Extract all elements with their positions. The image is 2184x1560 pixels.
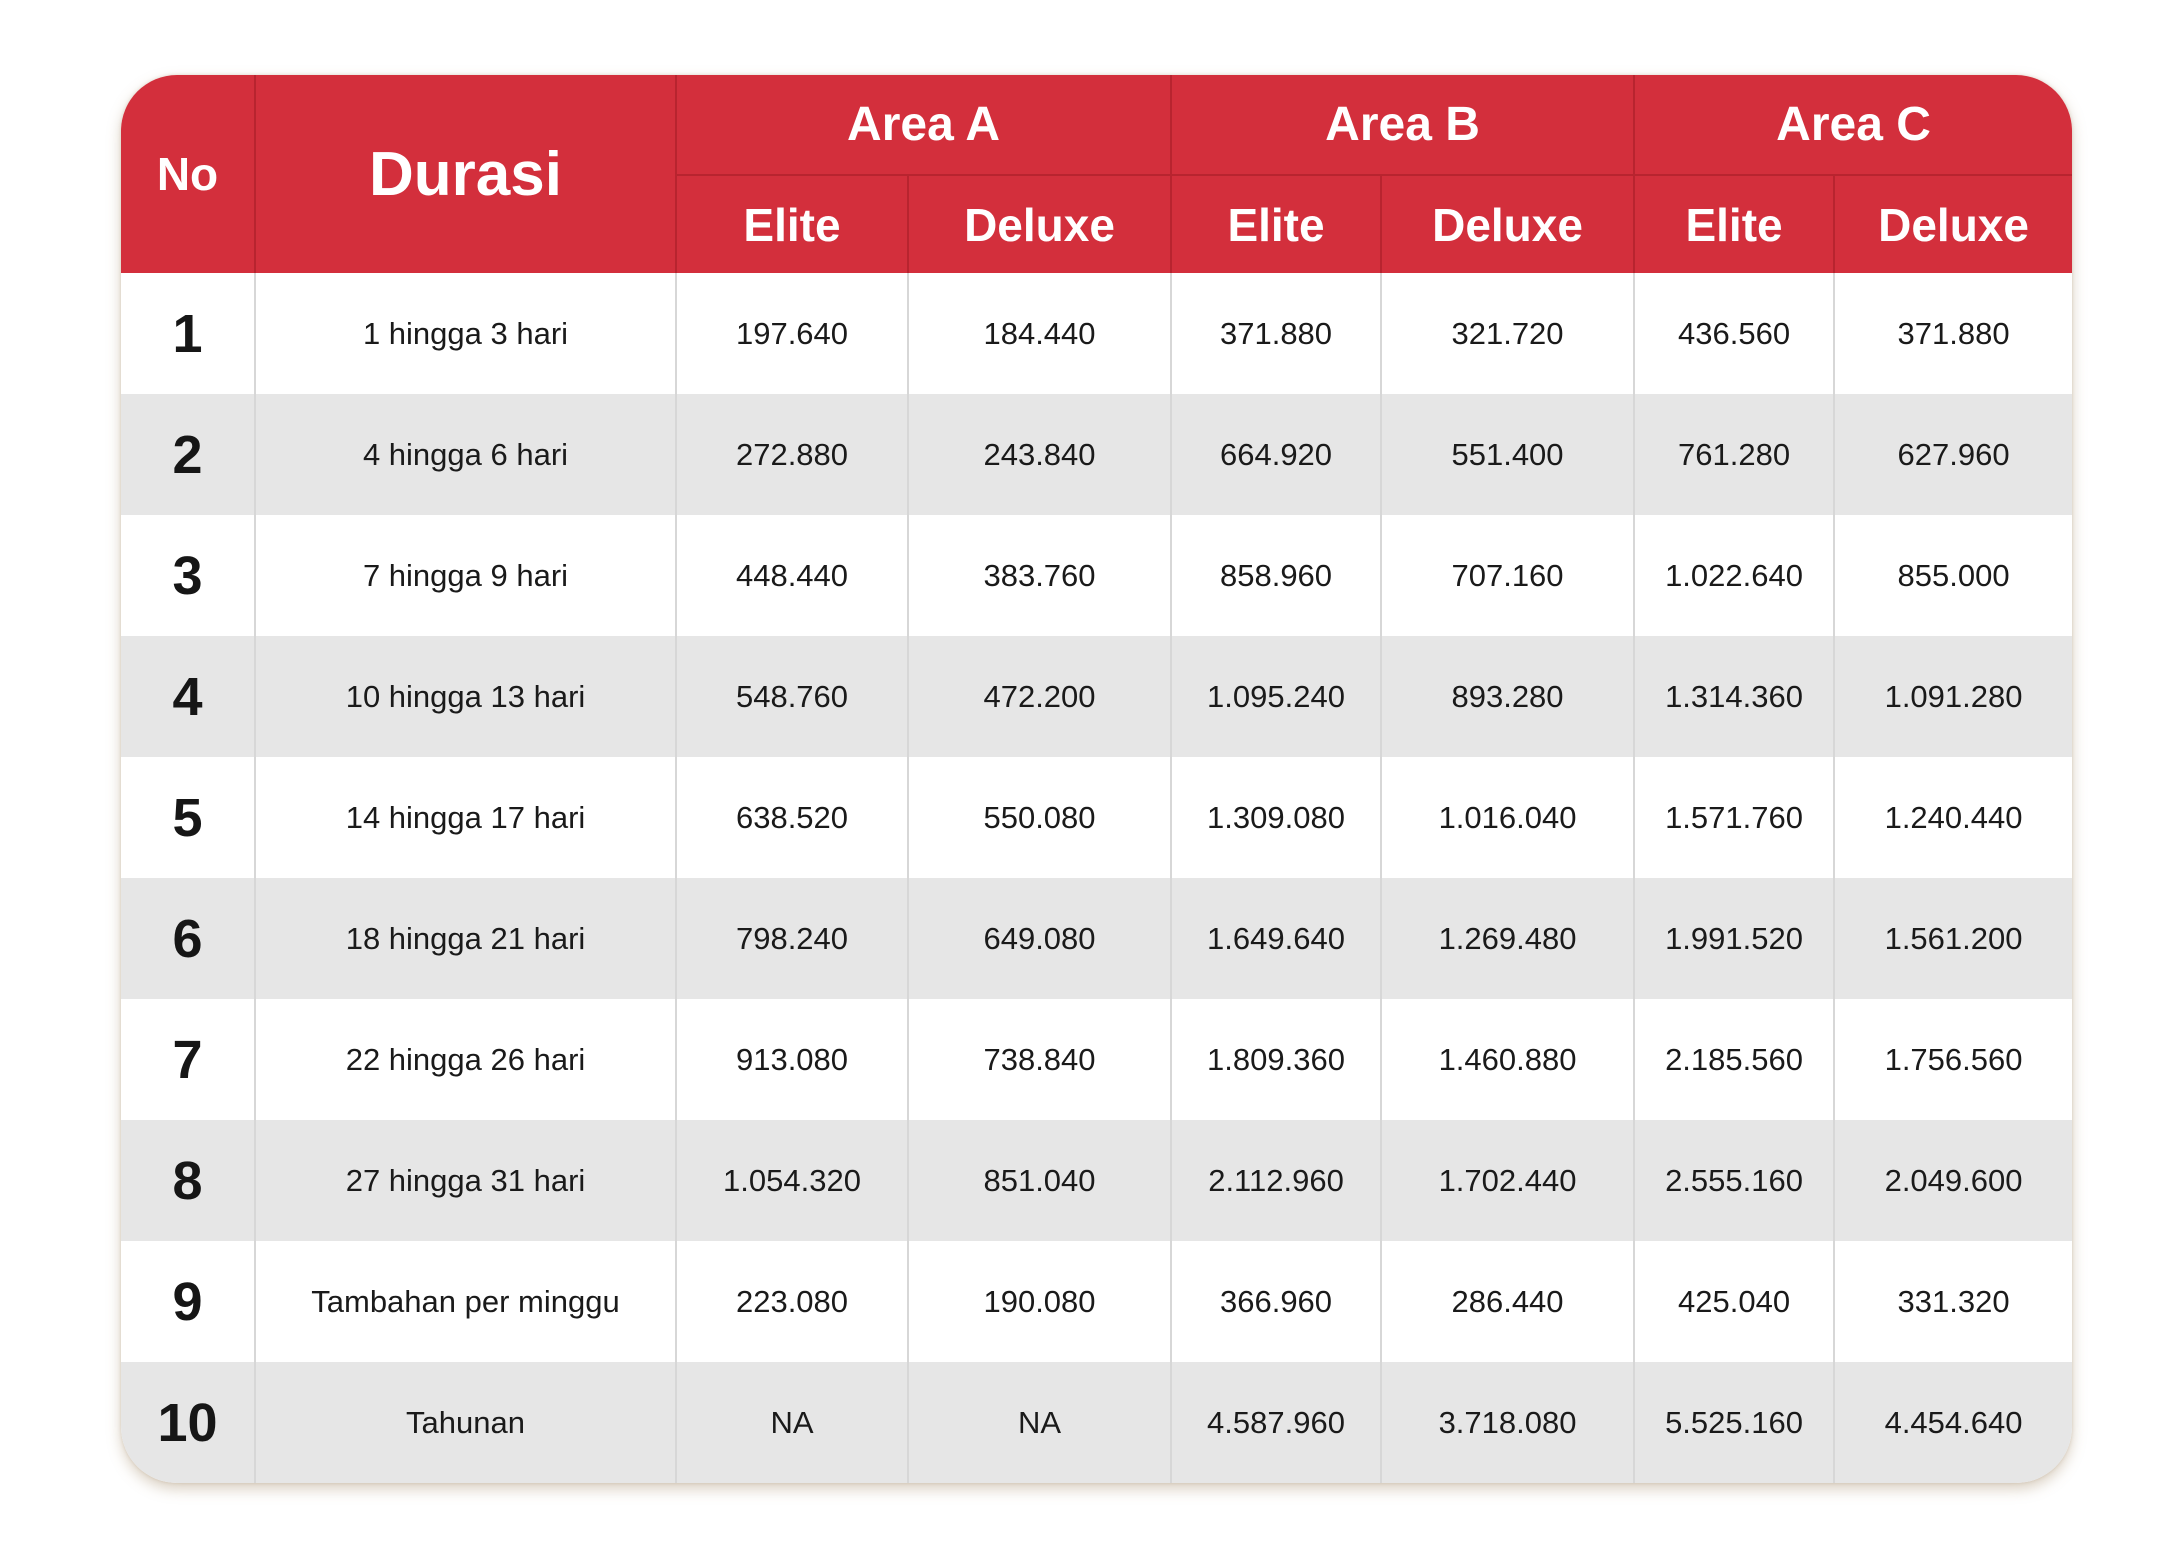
area-a-elite-price: 223.080 — [676, 1241, 908, 1362]
area-c-deluxe-price: 1.091.280 — [1834, 636, 2072, 757]
area-c-elite-price: 2.555.160 — [1634, 1120, 1834, 1241]
area-b-deluxe-price: 1.702.440 — [1381, 1120, 1634, 1241]
header-durasi: Durasi — [255, 75, 676, 273]
area-b-elite-price: 4.587.960 — [1171, 1362, 1381, 1483]
area-a-elite-price: 197.640 — [676, 273, 908, 394]
row-number: 9 — [121, 1241, 255, 1362]
area-c-elite-price: 1.022.640 — [1634, 515, 1834, 636]
row-number: 8 — [121, 1120, 255, 1241]
area-a-elite-price: 798.240 — [676, 878, 908, 999]
price-table-card — [121, 75, 2072, 1483]
duration-cell: 27 hingga 31 hari — [255, 1120, 676, 1241]
table-row — [121, 1362, 2072, 1483]
row-number: 6 — [121, 878, 255, 999]
row-number: 10 — [121, 1362, 255, 1483]
area-a-elite-price: 913.080 — [676, 999, 908, 1120]
header-area-b-elite: Elite — [1171, 175, 1381, 273]
area-b-elite-price: 1.809.360 — [1171, 999, 1381, 1120]
area-c-deluxe-price: 1.240.440 — [1834, 757, 2072, 878]
area-c-elite-price: 761.280 — [1634, 394, 1834, 515]
area-b-deluxe-price: 286.440 — [1381, 1241, 1634, 1362]
header-area-c-deluxe: Deluxe — [1834, 175, 2072, 273]
area-a-deluxe-price: 190.080 — [908, 1241, 1171, 1362]
duration-cell: 14 hingga 17 hari — [255, 757, 676, 878]
table-row — [121, 515, 2072, 636]
table-header — [121, 75, 2072, 273]
row-number: 3 — [121, 515, 255, 636]
area-b-elite-price: 366.960 — [1171, 1241, 1381, 1362]
row-number: 2 — [121, 394, 255, 515]
area-c-deluxe-price: 1.756.560 — [1834, 999, 2072, 1120]
table-row — [121, 273, 2072, 394]
area-a-deluxe-price: 738.840 — [908, 999, 1171, 1120]
header-area-c-elite: Elite — [1634, 175, 1834, 273]
area-b-elite-price: 371.880 — [1171, 273, 1381, 394]
area-b-elite-price: 1.095.240 — [1171, 636, 1381, 757]
area-b-deluxe-price: 893.280 — [1381, 636, 1634, 757]
area-b-deluxe-price: 551.400 — [1381, 394, 1634, 515]
area-b-elite-price: 664.920 — [1171, 394, 1381, 515]
area-c-deluxe-price: 4.454.640 — [1834, 1362, 2072, 1483]
area-c-elite-price: 1.314.360 — [1634, 636, 1834, 757]
header-no: No — [121, 75, 255, 273]
duration-cell: Tahunan — [255, 1362, 676, 1483]
header-area-a: Area A — [676, 75, 1171, 175]
table-row — [121, 636, 2072, 757]
area-c-elite-price: 2.185.560 — [1634, 999, 1834, 1120]
row-number: 1 — [121, 273, 255, 394]
area-b-elite-price: 1.649.640 — [1171, 878, 1381, 999]
duration-cell: 7 hingga 9 hari — [255, 515, 676, 636]
area-c-deluxe-price: 2.049.600 — [1834, 1120, 2072, 1241]
area-a-deluxe-price: 383.760 — [908, 515, 1171, 636]
header-area-b-deluxe: Deluxe — [1381, 175, 1634, 273]
area-a-deluxe-price: NA — [908, 1362, 1171, 1483]
area-c-elite-price: 436.560 — [1634, 273, 1834, 394]
table-row — [121, 757, 2072, 878]
area-a-deluxe-price: 550.080 — [908, 757, 1171, 878]
table-body — [121, 273, 2072, 1483]
area-c-elite-price: 1.991.520 — [1634, 878, 1834, 999]
table-row — [121, 394, 2072, 515]
area-a-elite-price: 448.440 — [676, 515, 908, 636]
area-a-elite-price: 548.760 — [676, 636, 908, 757]
area-c-deluxe-price: 855.000 — [1834, 515, 2072, 636]
area-c-deluxe-price: 627.960 — [1834, 394, 2072, 515]
area-b-deluxe-price: 3.718.080 — [1381, 1362, 1634, 1483]
area-b-elite-price: 2.112.960 — [1171, 1120, 1381, 1241]
area-a-deluxe-price: 649.080 — [908, 878, 1171, 999]
header-area-a-elite: Elite — [676, 175, 908, 273]
area-b-elite-price: 1.309.080 — [1171, 757, 1381, 878]
duration-cell: 4 hingga 6 hari — [255, 394, 676, 515]
area-a-elite-price: NA — [676, 1362, 908, 1483]
area-b-deluxe-price: 1.016.040 — [1381, 757, 1634, 878]
area-b-deluxe-price: 1.460.880 — [1381, 999, 1634, 1120]
area-a-deluxe-price: 851.040 — [908, 1120, 1171, 1241]
duration-cell: 18 hingga 21 hari — [255, 878, 676, 999]
duration-cell: 10 hingga 13 hari — [255, 636, 676, 757]
header-area-b: Area B — [1171, 75, 1634, 175]
area-c-elite-price: 1.571.760 — [1634, 757, 1834, 878]
area-a-deluxe-price: 243.840 — [908, 394, 1171, 515]
row-number: 7 — [121, 999, 255, 1120]
table-row — [121, 1241, 2072, 1362]
table-row — [121, 999, 2072, 1120]
table-row — [121, 1120, 2072, 1241]
area-c-elite-price: 5.525.160 — [1634, 1362, 1834, 1483]
area-b-deluxe-price: 707.160 — [1381, 515, 1634, 636]
area-b-elite-price: 858.960 — [1171, 515, 1381, 636]
area-a-elite-price: 638.520 — [676, 757, 908, 878]
duration-cell: 22 hingga 26 hari — [255, 999, 676, 1120]
header-area-a-deluxe: Deluxe — [908, 175, 1171, 273]
row-number: 4 — [121, 636, 255, 757]
area-c-deluxe-price: 1.561.200 — [1834, 878, 2072, 999]
area-c-deluxe-price: 331.320 — [1834, 1241, 2072, 1362]
area-c-elite-price: 425.040 — [1634, 1241, 1834, 1362]
area-c-deluxe-price: 371.880 — [1834, 273, 2072, 394]
duration-cell: 1 hingga 3 hari — [255, 273, 676, 394]
row-number: 5 — [121, 757, 255, 878]
table-row — [121, 878, 2072, 999]
area-b-deluxe-price: 1.269.480 — [1381, 878, 1634, 999]
price-table — [121, 75, 2072, 1483]
header-area-c: Area C — [1634, 75, 2072, 175]
area-a-deluxe-price: 472.200 — [908, 636, 1171, 757]
area-b-deluxe-price: 321.720 — [1381, 273, 1634, 394]
area-a-elite-price: 1.054.320 — [676, 1120, 908, 1241]
area-a-deluxe-price: 184.440 — [908, 273, 1171, 394]
duration-cell: Tambahan per minggu — [255, 1241, 676, 1362]
area-a-elite-price: 272.880 — [676, 394, 908, 515]
